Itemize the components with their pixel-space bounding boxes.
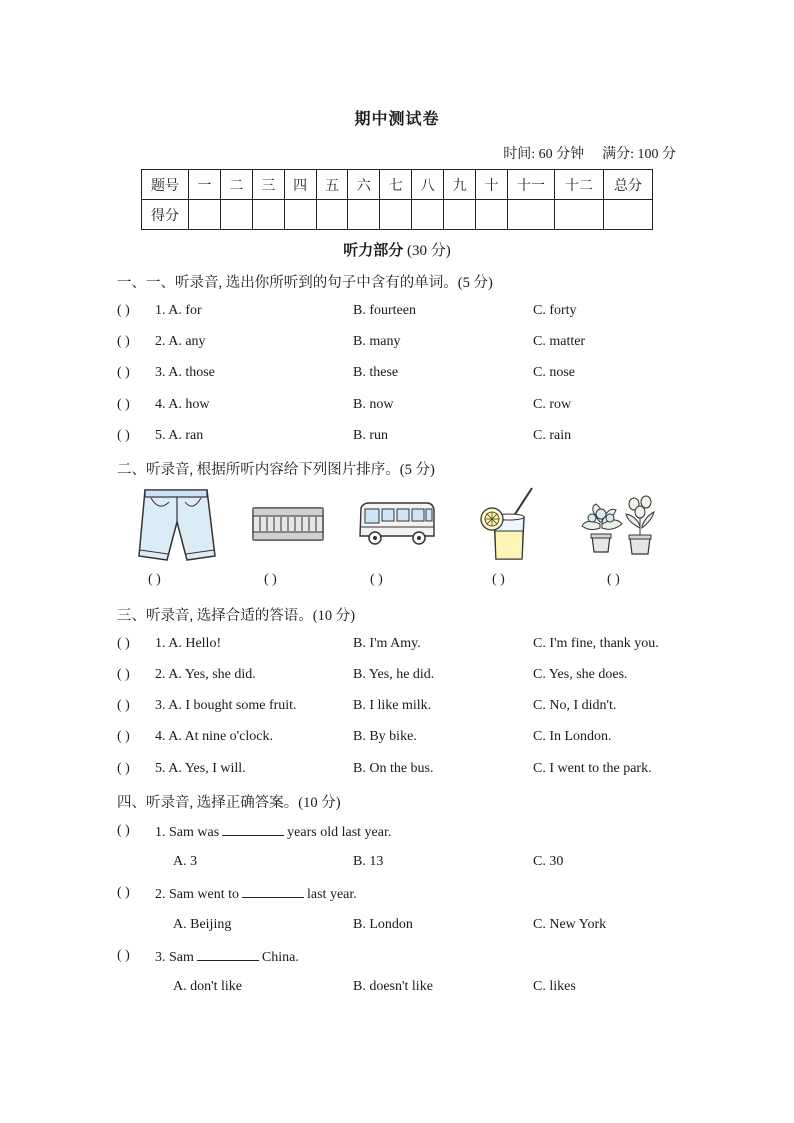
option-b: B. fourteen [353, 303, 416, 318]
picture-order-blank[interactable]: ( ) [264, 572, 277, 587]
question-row [117, 885, 717, 905]
option-a: 1. A. Hello! [155, 636, 222, 651]
option-c: C. rain [533, 428, 572, 443]
score-input-cell[interactable] [476, 200, 508, 230]
question-suffix: China. [261, 950, 299, 965]
question-row [117, 948, 717, 968]
juice-glass-picture [478, 485, 538, 563]
option-b: B. many [353, 334, 401, 349]
options-row [117, 854, 717, 874]
option-a: A. Beijing [173, 917, 232, 932]
option-b: B. Yes, he did. [353, 667, 435, 682]
question-row [117, 823, 717, 843]
flower-pots-picture [578, 492, 658, 556]
question-row [117, 729, 717, 749]
answer-blank[interactable]: ( ) [117, 428, 130, 443]
question-row [117, 334, 717, 354]
listening-points: (30 分) [407, 243, 451, 259]
picture-order-blank[interactable]: ( ) [492, 572, 505, 587]
score-input-cell[interactable] [380, 200, 412, 230]
option-a: 4. A. At nine o'clock. [155, 729, 274, 744]
fill-in-blank[interactable] [197, 948, 259, 961]
answer-blank[interactable]: ( ) [117, 823, 130, 838]
option-b: B. doesn't like [353, 979, 433, 994]
option-c: C. row [533, 397, 572, 412]
options-row [117, 979, 717, 999]
question-row [117, 667, 717, 687]
option-b: B. 13 [353, 854, 384, 869]
fill-in-blank[interactable] [242, 885, 304, 898]
section-1-heading: 一、一、听录音, 选出你所听到的句子中含有的单词。(5 分) [117, 275, 493, 291]
answer-blank[interactable]: ( ) [117, 885, 130, 900]
section-2-heading: 二、听录音, 根据所听内容给下列图片排序。(5 分) [117, 462, 435, 478]
score-cell: 六 [348, 170, 380, 200]
question-row [117, 636, 717, 656]
option-a: 2. A. any [155, 334, 206, 349]
option-a: 5. A. Yes, I will. [155, 761, 246, 776]
answer-blank[interactable]: ( ) [117, 636, 130, 651]
answer-blank[interactable]: ( ) [117, 729, 130, 744]
score-input-cell[interactable] [555, 200, 604, 230]
question-row [117, 365, 717, 385]
option-a: 2. A. Yes, she did. [155, 667, 256, 682]
option-b: B. London [353, 917, 413, 932]
option-b: B. I like milk. [353, 698, 432, 713]
option-a: A. 3 [173, 854, 198, 869]
question-row [117, 428, 717, 448]
option-c: C. likes [533, 979, 576, 994]
answer-blank[interactable]: ( ) [117, 667, 130, 682]
score-cell: 总分 [604, 170, 653, 200]
score-cell: 五 [316, 170, 348, 200]
score-input-cell[interactable] [444, 200, 476, 230]
answer-blank[interactable]: ( ) [117, 303, 130, 318]
option-c: C. forty [533, 303, 577, 318]
score-input-cell[interactable] [412, 200, 444, 230]
option-c: C. In London. [533, 729, 612, 744]
option-a: A. don't like [173, 979, 243, 994]
score-input-cell[interactable] [604, 200, 653, 230]
score-table [141, 169, 653, 230]
score-input-cell[interactable] [316, 200, 348, 230]
time-limit: 时间: 60 分钟 [503, 147, 585, 162]
score-cell: 七 [380, 170, 412, 200]
bus-picture [357, 500, 437, 548]
answer-blank[interactable]: ( ) [117, 948, 130, 963]
option-a: 5. A. ran [155, 428, 204, 443]
option-c: C. nose [533, 365, 575, 380]
harmonica-picture [252, 505, 324, 543]
listening-title: 听力部分 [343, 243, 404, 259]
option-a: 1. A. for [155, 303, 202, 318]
score-input-cell[interactable] [284, 200, 316, 230]
shorts-picture [137, 486, 217, 564]
option-b: B. these [353, 365, 399, 380]
options-row [117, 917, 717, 937]
option-b: B. On the bus. [353, 761, 434, 776]
score-input-cell[interactable] [189, 200, 221, 230]
score-cell: 八 [412, 170, 444, 200]
score-input-cell[interactable] [508, 200, 555, 230]
picture-order-blank[interactable]: ( ) [607, 572, 620, 587]
picture-order-blank[interactable]: ( ) [148, 572, 161, 587]
question-suffix: last year. [307, 887, 357, 902]
question-suffix: years old last year. [287, 825, 392, 840]
section-4-heading: 四、听录音, 选择正确答案。(10 分) [117, 795, 341, 811]
picture-order-blank[interactable]: ( ) [370, 572, 383, 587]
full-score: 满分: 100 分 [602, 147, 676, 162]
answer-blank[interactable]: ( ) [117, 698, 130, 713]
answer-blank[interactable]: ( ) [117, 334, 130, 349]
score-cell: 十 [476, 170, 508, 200]
option-c: C. Yes, she does. [533, 667, 628, 682]
question-row [117, 761, 717, 781]
score-cell: 得分 [142, 200, 189, 230]
question-row [117, 698, 717, 718]
option-b: B. I'm Amy. [353, 636, 421, 651]
option-c: C. No, I didn't. [533, 698, 617, 713]
option-c: C. New York [533, 917, 607, 932]
option-c: C. I went to the park. [533, 761, 652, 776]
option-b: B. By bike. [353, 729, 417, 744]
answer-blank[interactable]: ( ) [117, 365, 130, 380]
option-c: C. matter [533, 334, 586, 349]
score-cell: 十二 [555, 170, 604, 200]
question-prefix: 1. Sam was [155, 825, 220, 840]
section-3-heading: 三、听录音, 选择合适的答语。(10 分) [117, 608, 356, 624]
question-text [155, 823, 391, 841]
answer-blank[interactable]: ( ) [117, 761, 130, 776]
option-a: 4. A. how [155, 397, 210, 412]
answer-blank[interactable]: ( ) [117, 397, 130, 412]
option-b: B. now [353, 397, 394, 412]
question-row [117, 303, 717, 323]
option-a: 3. A. I bought some fruit. [155, 698, 297, 713]
score-cell: 九 [444, 170, 476, 200]
score-cell: 四 [284, 170, 316, 200]
question-prefix: 2. Sam went to [155, 887, 239, 902]
question-row [117, 397, 717, 417]
option-a: 3. A. those [155, 365, 215, 380]
score-table-header-row [142, 170, 653, 200]
fill-in-blank[interactable] [222, 823, 284, 836]
question-text [155, 948, 299, 966]
score-input-cell[interactable] [220, 200, 252, 230]
score-cell: 题号 [142, 170, 189, 200]
score-cell: 二 [220, 170, 252, 200]
question-text [155, 885, 357, 903]
score-cell: 三 [252, 170, 284, 200]
page-title: 期中测试卷 [354, 111, 440, 128]
question-prefix: 3. Sam [155, 950, 194, 965]
option-c: C. 30 [533, 854, 564, 869]
option-b: B. run [353, 428, 388, 443]
option-c: C. I'm fine, thank you. [533, 636, 659, 651]
score-input-cell[interactable] [252, 200, 284, 230]
score-cell: 十一 [508, 170, 555, 200]
exam-meta [503, 143, 676, 163]
score-input-cell[interactable] [348, 200, 380, 230]
score-cell: 一 [189, 170, 221, 200]
score-table-score-row [142, 200, 653, 230]
listening-heading [0, 239, 794, 260]
